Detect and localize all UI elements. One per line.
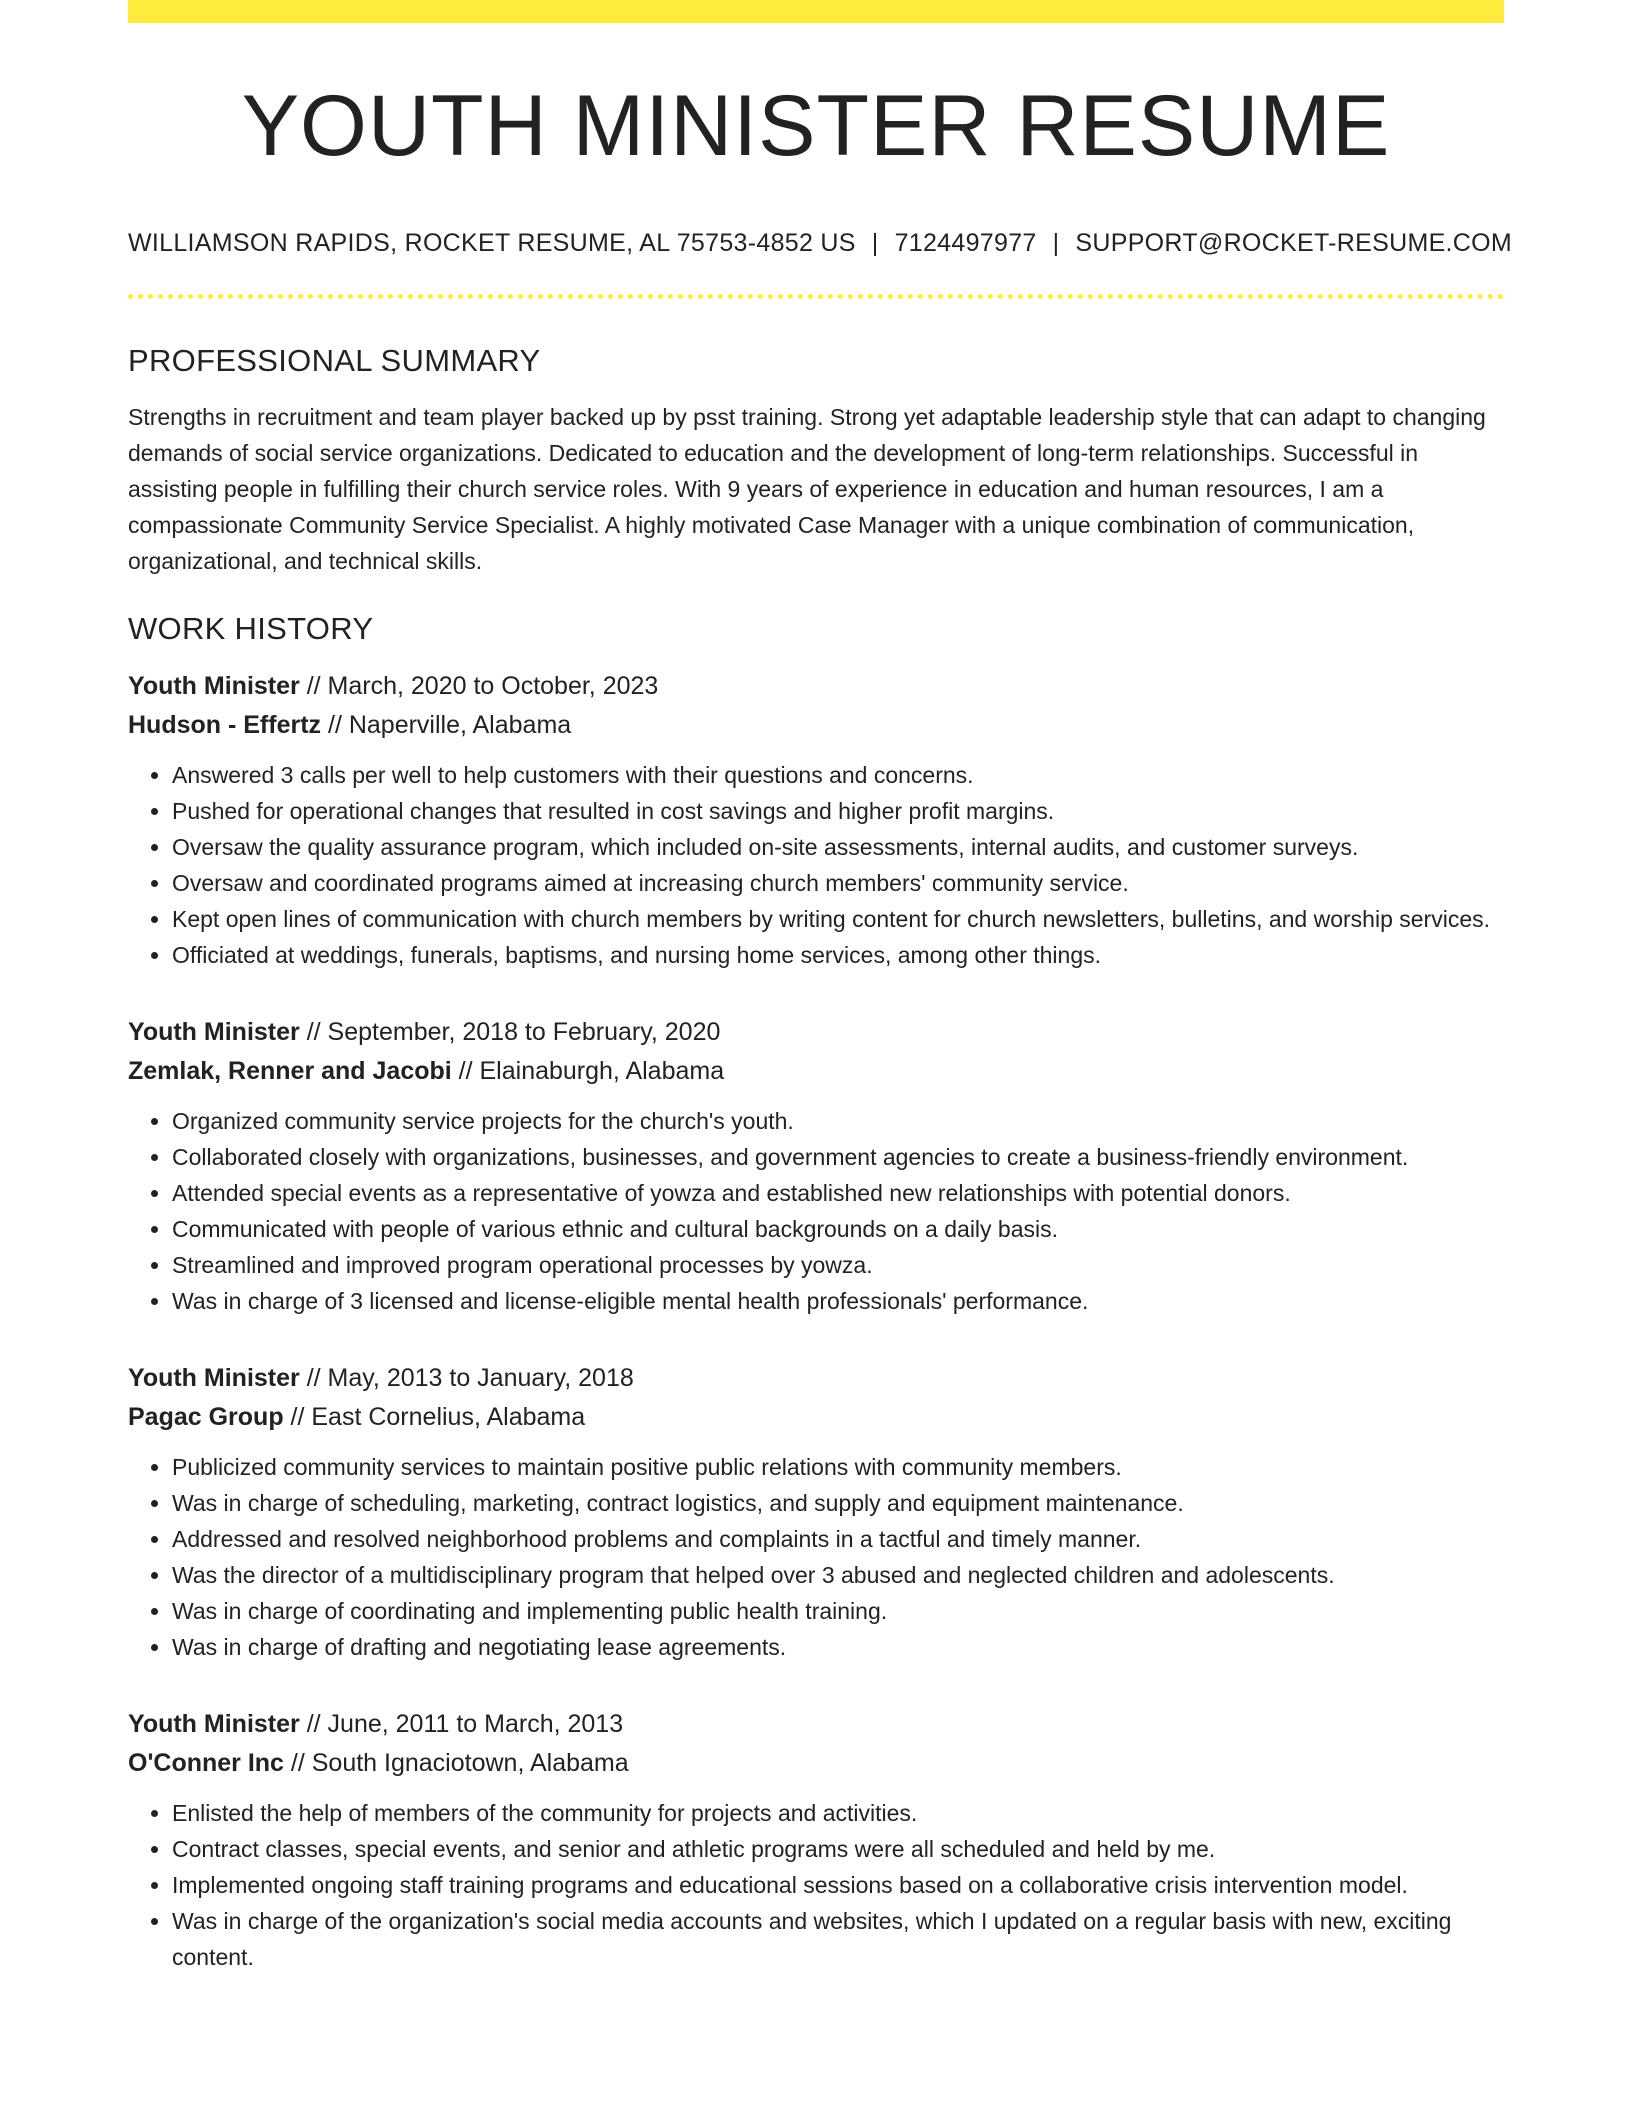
summary-text: Strengths in recruitment and team player backed up by psst training. Strong yet adaptable leadership style that can adapt to changing demands of social service organizations. Dedicated to education and the development of long-term relationships. Successful in assisting people in fulfilling their church service roles. With 9 years of experience in education and human resources, I am a compassionate Community Service Specialist. A highly motivated Case Manager with a unique combination of communication, organizational, and technical skills.: [128, 404, 1486, 574]
contact-phone: 7124497977: [894, 229, 1037, 257]
accent-bar: [128, 0, 1504, 23]
job-bullet: • Oversaw the quality assurance program, which included on-site assessments, internal audits, and customer surveys.: [172, 829, 1504, 865]
job-bullet: • Publicized community services to maintain positive public relations with community members.: [172, 1449, 1504, 1485]
job-bullet: • Addressed and resolved neighborhood problems and complaints in a tactful and timely manner.: [172, 1521, 1504, 1557]
job-bullet: • Organized community service projects for the church's youth.: [172, 1103, 1504, 1139]
job-bullet: • Implemented ongoing staff training programs and educational sessions based on a collaborative crisis intervention model.: [172, 1867, 1504, 1903]
job-location: // East Cornelius, Alabama: [283, 1403, 586, 1431]
resume-title: YOUTH MINISTER RESUME: [241, 78, 1391, 174]
job-entry: [128, 1013, 1504, 1319]
job-company: Zemlak, Renner and Jacobi: [128, 1057, 452, 1085]
job-bullet: • Was in charge of 3 licensed and license-eligible mental health professionals' performance.: [172, 1283, 1504, 1319]
job-bullet: • Attended special events as a representative of yowza and established new relationships with potential donors.: [172, 1175, 1504, 1211]
job-bullet: • Kept open lines of communication with church members by writing content for church newsletters, bulletins, and worship services.: [172, 901, 1504, 937]
job-entry: [128, 1359, 1504, 1665]
job-title-line: [128, 1013, 1504, 1052]
job-bullets: [128, 757, 1504, 973]
job-company: O'Conner Inc: [128, 1749, 284, 1777]
resume-page: [128, 0, 1513, 1975]
job-bullet: • Oversaw and coordinated programs aimed at increasing church members' community service.: [172, 865, 1504, 901]
job-title-line: [128, 667, 1504, 706]
job-location: // South Ignaciotown, Alabama: [283, 1749, 629, 1777]
work-history-list: [128, 667, 1504, 1975]
dotted-divider: [128, 294, 1504, 299]
job-dates: // June, 2011 to March, 2013: [299, 1710, 624, 1738]
job-company-line: [128, 706, 1504, 745]
job-title-line: [128, 1359, 1504, 1398]
job-bullet: • Was in charge of coordinating and implementing public health training.: [172, 1593, 1504, 1629]
contact-separator: |: [1052, 229, 1060, 257]
job-dates: // September, 2018 to February, 2020: [299, 1018, 721, 1046]
job-bullet: • Answered 3 calls per well to help customers with their questions and concerns.: [172, 757, 1504, 793]
job-bullet: • Enlisted the help of members of the community for projects and activities.: [172, 1795, 1504, 1831]
job-location: // Naperville, Alabama: [321, 711, 572, 739]
work-history-heading: WORK HISTORY: [128, 611, 374, 646]
contact-separator: |: [871, 229, 879, 257]
job-dates: // May, 2013 to January, 2018: [299, 1364, 634, 1392]
contact-email: SUPPORT@ROCKET-RESUME.COM: [1075, 229, 1513, 257]
job-bullet: • Pushed for operational changes that resulted in cost savings and higher profit margins.: [172, 793, 1504, 829]
job-bullet: • Was in charge of drafting and negotiating lease agreements.: [172, 1629, 1504, 1665]
job-company-line: [128, 1052, 1504, 1091]
job-bullet: • Communicated with people of various ethnic and cultural backgrounds on a daily basis.: [172, 1211, 1504, 1247]
contact-line: [128, 229, 1513, 258]
job-title: Youth Minister: [128, 1710, 300, 1738]
summary-heading: PROFESSIONAL SUMMARY: [128, 343, 541, 378]
job-bullets: [128, 1795, 1504, 1975]
job-entry: [128, 1705, 1504, 1975]
job-bullet: • Contract classes, special events, and senior and athletic programs were all scheduled and held by me.: [172, 1831, 1504, 1867]
job-entry: [128, 667, 1504, 973]
job-bullet: • Was the director of a multidisciplinary program that helped over 3 abused and neglected children and adolescents.: [172, 1557, 1504, 1593]
job-company-line: [128, 1398, 1504, 1437]
job-title: Youth Minister: [128, 672, 300, 700]
job-company: Hudson - Effertz: [128, 711, 322, 739]
job-dates: // March, 2020 to October, 2023: [299, 672, 659, 700]
job-title-line: [128, 1705, 1504, 1744]
job-bullet: • Streamlined and improved program operational processes by yowza.: [172, 1247, 1504, 1283]
job-company-line: [128, 1744, 1504, 1783]
job-location: // Elainaburgh, Alabama: [451, 1057, 725, 1085]
job-bullet: • Was in charge of the organization's social media accounts and websites, which I updated on a regular basis with new, exciting content.: [172, 1903, 1504, 1975]
job-bullet: • Was in charge of scheduling, marketing, contract logistics, and supply and equipment maintenance.: [172, 1485, 1504, 1521]
job-bullet: • Collaborated closely with organizations, businesses, and government agencies to create a business-friendly environment.: [172, 1139, 1504, 1175]
job-company: Pagac Group: [128, 1403, 284, 1431]
job-bullets: [128, 1103, 1504, 1319]
job-bullets: [128, 1449, 1504, 1665]
job-title: Youth Minister: [128, 1364, 300, 1392]
contact-address: WILLIAMSON RAPIDS, ROCKET RESUME, AL 75753-4852 US: [128, 229, 856, 257]
job-bullet: • Officiated at weddings, funerals, baptisms, and nursing home services, among other things.: [172, 937, 1504, 973]
job-title: Youth Minister: [128, 1018, 300, 1046]
